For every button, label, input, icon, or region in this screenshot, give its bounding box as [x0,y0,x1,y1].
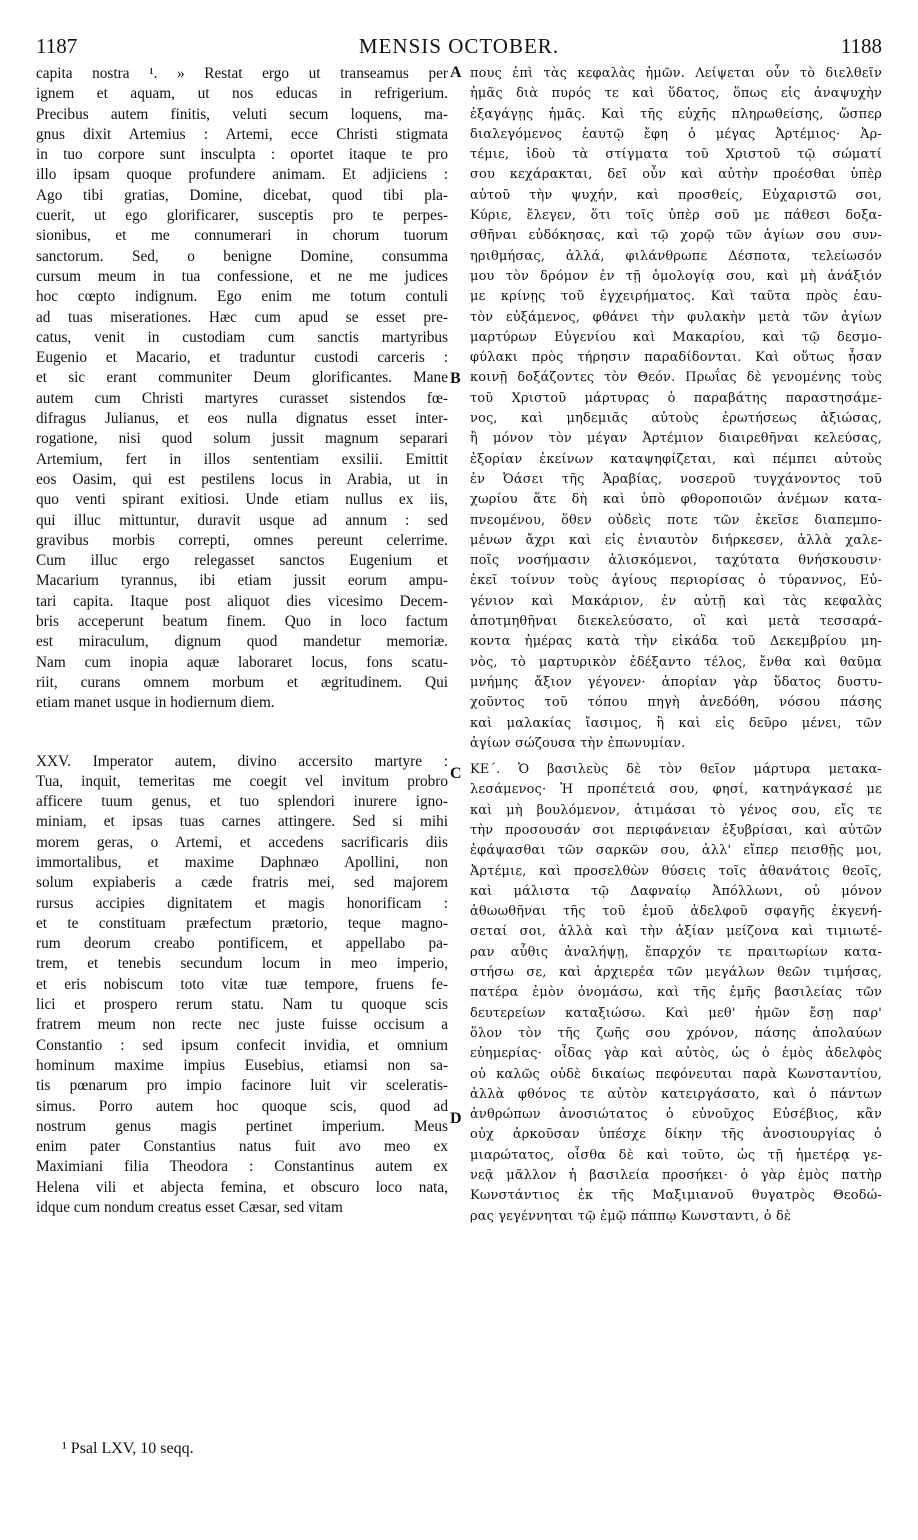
footnote: ¹ Psal LXV, 10 seqq. [62,1440,194,1457]
text-line: lici et prospero rerum statu. Nam tu quoque scis [36,996,448,1014]
text-line: etiam manet usque in hodiernum diem. [36,694,275,712]
text-line: capita nostra ¹. » Restat ergo ut transeamus per [36,65,448,82]
text-line: Κωνστάντιος ἐκ τῆς Μαξιμιανοῦ θυγατρὸς Θεοδώ- [470,1188,882,1204]
text-line: cuerit, ut ego glorificarer, susceptis pro te perpes- [36,207,448,225]
text-line: ἡμᾶς διὰ πυρός τε καὶ ὕδατος, ὅπως εἰς ἀναψυχὴν [470,86,882,102]
text-line: Helena vili et abjecta femina, et obscuro loco nata, [36,1178,448,1196]
text-line: fratrem meum non recte nec juste fuisse occisum a [36,1016,448,1034]
text-line: illo ipsam quoque profundere animam. Et adjiciens : [36,166,448,184]
text-line: Nam cum inopia aquæ laboraret locus, fons scatu- [36,653,448,671]
text-line: ignem et aquam, ut nos educas in refrigerium. [36,85,448,103]
greek-column [470,64,882,1227]
text-line: sanctorum. Sed, o benigne Domine, consumma [36,247,448,265]
margin-marker-d: D [450,1110,462,1127]
text-line: δευτερείων καταξιώσω. Καὶ μεθ' ἡμῶν ἔσῃ παρ' [470,1005,882,1021]
text-line: miniam, et ipsas tuas carnes attingere. Sed si mihi [36,813,448,831]
text-line: Tua, inquit, temeritas me coegit vel invitum probro [36,772,448,790]
text-line: trem, et tenebis secundum locum in meo imperio, [36,955,448,973]
text-line: et sic erant communiter Deum glorificantes. Mane [36,369,448,387]
text-line: et te constituam præfectum prætorio, teque magno- [36,914,448,932]
text-line: bris acceperunt beatum finem. Quo in loco factum [36,613,448,631]
text-line: Precibus autem finitis, veluti secum loquens, ma- [36,105,448,123]
text-line: Κύριε, ἔλεγεν, ὅτι τοῖς ὑπὲρ σοῦ με πάθεσι δοξα- [470,208,882,224]
text-line: hoc cœpto indignum. Ego enim me totum contuli [36,288,448,306]
text-line: sionibus, et me connumerari in chorum tuorum [36,227,448,245]
text-line: μένων ἄχρι καὶ εἰς ἐνιαυτὸν διήρκεσεν, ἀλλὰ χαλε- [470,532,882,548]
text-line: Macarium tyrannus, ibi etiam jussit eorum ampu- [36,572,448,590]
text-line: πατέρα ἐμὸν ὀνομάσω, καὶ τῆς ἐμῆς βασιλείας τῶν [470,985,882,1001]
text-line: riit, curans omnem morbum et ægritudinem. Qui [36,673,448,691]
text-line: σου κεχάρακται, δεῖ οὖν καὶ αὐτὴν προέσθαι ὑπὲρ [470,167,882,183]
latin-column [36,64,448,1218]
text-line: et eris nobiscum toto vitæ tuæ tempore, fruens fe- [36,975,448,993]
text-line: τοῦ Χριστοῦ μάρτυρας ὁ παραβάτης παραστησάμε- [470,390,882,406]
text-line: cursum meum in tua confessione, et ne me judices [36,267,448,285]
text-line: διαλεγόμενος ἑαυτῷ ἔφη ὁ μέγας Ἀρτέμιος· Ἀρ- [470,126,882,142]
text-line: ἐκεῖ τοίνυν τοὺς ἁγίους περιορίσας ὁ τύραννος, Εὐ- [470,573,882,589]
text-line: afficere tuum genus, et tuo splendori inurere igno- [36,793,448,811]
text-line: Artemium, fert in illos sententiam exsilii. Emittit [36,450,448,468]
text-line: οὐ καλῶς οὐδὲ δικαίως πεφόνευται παρὰ Κωνσταντίου, [470,1066,882,1082]
text-line: νος, καὶ μηδεμιᾶς αὐτοὺς ἐρωτήσεως ἀξιώσας, [470,411,882,427]
text-line: morem geras, o Artemi, et accedens sacrificaris diis [36,833,448,851]
text-line: οὐχ ἀρκοῦσαν ὑπέσχε δίκην τῆς ἀνοσιουργίας ὁ [470,1127,882,1143]
text-line: immortalibus, et maxime Daphnæo Apollini, non [36,853,448,871]
text-line: ἐν Ὀάσει τῆς Ἀραβίας, νοσεροῦ τυγχάνοντος τοῦ [470,471,882,487]
text-line: ηριθμήσας, ἀλλά, φιλάνθρωπε Δέσποτα, τελείωσόν [470,248,882,264]
text-line: ἀνθρώπων ἀνοσιώτατος ὁ εὐνοῦχος Εὐσέβιος, κἂν [470,1107,882,1123]
text-line: qui illuc mittuntur, duravit usque ad annum : sed [36,511,448,529]
text-line: tari capita. Itaque post aliquot dies vicesimo Decem- [36,592,448,610]
text-line: gravibus morbis correpti, omnes pereunt celerrime. [36,531,448,549]
running-title: MENSIS OCTOBER. [358,34,560,58]
text-line: enim pater Constantius natus fuit avo meo ex [36,1138,448,1156]
text-line: εὐημερίας· οἶδας γὰρ καὶ αὐτὸς, ὡς ὁ ἐμὸς ἀδελφὸς [470,1046,882,1062]
text-line: autem cum Christi martyres curasset sistendos fœ- [36,389,448,407]
text-line: στήσω σε, καὶ ἀρχιερέα τῶν μεγάλων θεῶν τιμήσας, [470,965,882,981]
page-number-left: 1187 [36,34,78,58]
text-line: ad tuas miserationes. Hæc cum apud se esset pre- [36,308,448,326]
text-line: μαρτύρων Εὐγενίου καὶ Μακαρίου, καὶ τῷ δεσμο- [470,329,882,345]
text-line: quo venti spirant exitiosi. Unde etiam nullus ex iis, [36,491,448,509]
text-line: σθῆναι εὐδόκησας, καὶ τῷ χορῷ τῶν ἁγίων σου συν- [470,228,882,244]
text-line: Ἀρτέμιε, καὶ προσελθὼν θύσεις τοῖς ἀθανάτοις θεοῖς, [470,863,882,879]
text-line: ἐξορίαν ἐκείνων καταψηφίζεται, καὶ πέμπει αὐτοὺς [470,451,882,467]
text-line: XXV. Imperator autem, divino accersito martyre : [36,752,448,770]
text-line: ΚΕ΄. Ὁ βασιλεὺς δὲ τὸν θεῖον μάρτυρα μετακα- [470,762,882,778]
text-line: rum deorum creabo pontificem, et appellabo pa- [36,935,448,953]
text-line: hominum maxime impius Eusebius, etiamsi non sa- [36,1056,448,1074]
text-line: ποῖς νοσήμασιν ἁλισκόμενοι, ταχύτατα θνήσκουσιν· [470,553,882,569]
text-line: ἁγίων σώζουσα τὴν ἐπωνυμίαν. [470,735,686,751]
text-line: eos Oasim, qui est pestilens locus in Arabia, ut in [36,470,448,488]
text-line: τὸν εὐξάμενος, φθάνει τὴν φυλακὴν μετὰ τῶν ἁγίων [470,309,882,325]
text-line: ἐφάψασθαι τῶν σαρκῶν σου, ἀλλ' εἴπερ πεισθῇς μοι, [470,843,882,859]
text-line: est miraculum, dignum quod mandetur memoriæ. [36,633,448,651]
text-line: με κρίνῃς τοῦ ἐγχειρήματος. Καὶ ταῦτα πρὸς ἑαυ- [470,289,882,305]
text-line: difragus Julianus, et eos nulla dignatus esset inter- [36,410,448,428]
text-line: μιαρώτατος, οἶσθα δὲ καὶ τοῦτο, ὡς τῇ ἡμετέρᾳ γε- [470,1147,882,1163]
text-line: φύλακι πρὸς τήρησιν παραδίδονται. Καὶ οὕτως ἦσαν [470,350,882,366]
page-header [36,34,882,60]
text-line: Eugenio et Macario, et traduntur custodi carceris : [36,349,448,367]
paragraph-gap [36,714,448,752]
text-line: μου τὸν δρόμον ἐν τῇ ὁμολογίᾳ σου, καὶ μὴ ἀνάξιόν [470,268,882,284]
text-line: ρας γεγέννηται τῷ ἐμῷ πάππῳ Κωνσταντι, ὁ δὲ [470,1208,792,1224]
text-line: νὸς, τὸ μαρτυρικὸν ἐδέξαντο τέλος, ἔνθα καὶ θαῦμα [470,654,882,670]
text-line: gnus dixit Artemius : Artemi, ecce Christi stigmata [36,125,448,143]
text-line: rogatione, nisi quod solum jussit magnum separari [36,430,448,448]
text-line: κοινῇ δοξάζοντες τὸν Θεόν. Πρωΐας δὲ γενομένης τοὺς [470,370,882,386]
text-line: σεταί σοι, ἀλλὰ καὶ τὴν ἀξίαν μείζονα καὶ τιμιωτέ- [470,924,882,940]
text-line: Cum illuc ergo relegasset sanctos Eugenium et [36,552,448,570]
text-line: καὶ μαλακίας ἴασιμος, ἣ καὶ εἰς δεῦρο μένει, τῶν [470,715,882,731]
text-line: ἢ μόνον τὸν μέγαν Ἀρτέμιον διαιρεθῆναι κελεύσας, [470,431,882,447]
text-line: αὐτοῦ τὴν ψυχήν, καὶ προσθείς, Εὐχαριστῶ σοι, [470,187,882,203]
margin-marker-c: C [450,765,462,782]
margin-marker-a: A [450,64,462,81]
text-line: rursus accipies dignitatem et magis honorificam : [36,894,448,912]
text-line: Constantio : sed ipsum confecit invidia, et omnium [36,1036,448,1054]
text-line: solum expiaberis a cæde fratris mei, sed majorem [36,874,448,892]
text-line: simus. Porro autem hoc quoque scis, quod ad [36,1097,448,1115]
page-number-right: 1188 [840,34,882,58]
text-line: καὶ μὴ βουλόμενον, ἀτιμάσαι τὸ γένος σου, εἴς τε [470,802,882,818]
text-line: in tuo corpore sunt insculpta : oportet itaque te pro [36,146,448,164]
text-line: Ago tibi gratias, Domine, dicebat, quod tibi pla- [36,186,448,204]
text-line: ἐξαγάγῃς ἡμᾶς. Καὶ τῆς εὐχῆς πληρωθείσης, ὥσπερ [470,106,882,122]
text-line: ἀποτμηθῆναι διεκελεύσατο, οἳ καὶ μετὰ τεσσαρά- [470,614,882,630]
text-line: nostrum genus magis pertinet imperium. Meus [36,1117,448,1135]
text-line: λεσάμενος· Ἡ προπέτειά σου, φησί, κατηνάγκασέ με [470,782,882,798]
text-line: χοῦντος τοῦ τόπου πηγὴ ἀνεδόθη, νόσου πάσης [470,695,882,711]
text-line: κοντα ἡμέρας κατὰ τὴν εἰκάδα τοῦ Δεκεμβρίου μη- [470,634,882,650]
text-line: ἀθωωθῆναι τῆς τοῦ ἐμοῦ ἀδελφοῦ σφαγῆς ἐκγενή- [470,904,882,920]
text-line: πνεομένου, ὅθεν οὐδεὶς ποτε τῶν ἐκεῖσε διαπεμπο- [470,512,882,528]
text-line: πους ἐπὶ τὰς κεφαλὰς ἡμῶν. Λείψεται οὖν τὸ διελθεῖν [470,66,882,81]
text-line: tis pœnarum pro impio facinore luit vir sceleratis- [36,1077,448,1095]
text-line: Maximiani filia Theodora : Constantinus autem ex [36,1158,448,1176]
text-line: ραν αὖθις ἀναλήψῃ, ἔπαρχόν τε πραιτωρίων κατα- [470,944,882,960]
text-line: ἀλλὰ φθόνος τε αὐτὸν κατειργάσατο, καὶ ὁ πάντων [470,1086,882,1102]
text-line: τέμιε, ἰδοὺ τὰ στίγματα τοῦ Χριστοῦ τῷ σώματί [470,147,882,163]
text-line: χωρίου ἅτε δὴ καὶ ὑπὸ φθοροποιῶν ἀνέμων κατα- [470,492,882,508]
text-line: μνήμης ἄξιον γέγονεν· ἀπορίαν γὰρ ὕδατος δυστυ- [470,674,882,690]
text-line: καὶ μάλιστα τῷ Δαφναίῳ Ἀπόλλωνι, οὐ μόνον [470,883,882,899]
text-line: τὴν προσουσάν σοι περιφάνειαν ἐξυβρίσαι, καὶ αὐτῶν [470,822,882,838]
margin-marker-b: B [450,370,461,387]
text-line: νεᾷ μᾶλλον ἡ βασιλεία προσήκει· ὁ γὰρ ἐμὸς πατὴρ [470,1168,882,1184]
text-line: ὅλον τὸν τῆς ζωῆς σου χρόνον, πάσης ἀπολαύων [470,1025,882,1041]
text-line: catus, venit in custodiam cum sanctis martyribus [36,328,448,346]
text-line: γένιον καὶ Μακάριον, ἐν αὐτῇ καὶ τὰς κεφαλὰς [470,593,882,609]
text-line: idque cum nondum creatus esset Cæsar, sed vitam [36,1199,343,1217]
